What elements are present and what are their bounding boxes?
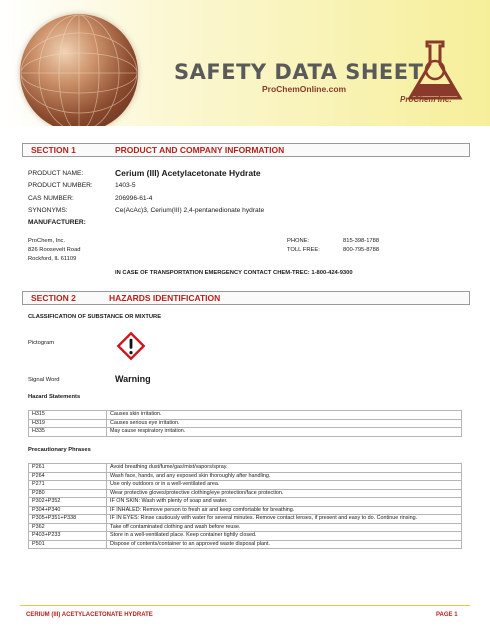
phone-number: 815-398-1788 <box>343 238 380 244</box>
section1-header <box>22 143 470 157</box>
emergency-contact: IN CASE OF TRANSPORTATION EMERGENCY CONTACT CHEM-TREC: 1-800-424-9300 <box>115 270 353 276</box>
precaution-text: Avoid breathing dust/fume/gas/mist/vapors/spray. <box>107 464 462 473</box>
precaution-text: Dispose of contents/container to an approved waste disposal plant. <box>107 540 462 549</box>
precaution-code: P501 <box>29 540 107 549</box>
table-row <box>29 428 462 437</box>
precaution-code: P271 <box>29 481 107 490</box>
tollfree-number: 800-795-8788 <box>343 247 380 253</box>
table-row <box>29 523 462 532</box>
footer-product-name: CERIUM (III) ACETYLACETONATE HYDRATE <box>26 612 153 618</box>
hazard-code: H319 <box>29 419 107 428</box>
hazard-statements-heading: Hazard Statements <box>28 394 81 400</box>
synonyms: Ce(AcAc)3, Cerium(III) 2,4-pentanedionate hydrate <box>115 207 265 214</box>
manufacturer-label: MANUFACTURER: <box>28 219 86 226</box>
table-row <box>29 498 462 507</box>
banner-title: SAFETY DATA SHEET <box>174 60 424 84</box>
address-line2: Rockford, IL 61109 <box>28 256 77 262</box>
signal-word: Warning <box>115 374 151 384</box>
product-name: Cerium (III) Acetylacetonate Hydrate <box>115 168 261 178</box>
table-row <box>29 481 462 490</box>
signal-word-label: Signal Word <box>28 377 60 383</box>
section2-title: HAZARDS IDENTIFICATION <box>109 293 221 303</box>
banner-url: ProChemOnline.com <box>262 84 347 94</box>
phone-label: PHONE: <box>287 238 310 244</box>
table-row <box>29 411 462 420</box>
periodic-globe-image <box>20 14 138 126</box>
synonyms-label: SYNONYMS: <box>28 207 68 214</box>
header-banner <box>0 0 490 126</box>
cas-number: 206996-61-4 <box>115 195 153 202</box>
precaution-text: Wear protective gloves/protective clothing/eye protection/face protection. <box>107 489 462 498</box>
precaution-text: Store in a well-ventilated place. Keep container tightly closed. <box>107 532 462 541</box>
precaution-text: IF ON SKIN: Wash with plenty of soap and water. <box>107 498 462 507</box>
hazard-code: H315 <box>29 411 107 420</box>
hazard-table <box>28 410 462 437</box>
precaution-text: Wash face, hands, and any exposed skin thoroughly after handling. <box>107 472 462 481</box>
precaution-text: Take off contaminated clothing and wash before reuse. <box>107 523 462 532</box>
precaution-text: IF IN EYES: Rinse cautiously with water for several minutes. Remove contact lenses, if present and easy to do. Continue rinsing. <box>107 515 462 524</box>
precaution-code: P302+P352 <box>29 498 107 507</box>
hazard-text: May cause respiratory irritation. <box>107 428 462 437</box>
precaution-code: P403+P233 <box>29 532 107 541</box>
company-name: ProChem, Inc. <box>28 238 66 244</box>
table-row <box>29 472 462 481</box>
section2-header <box>22 291 470 305</box>
section2-number: SECTION 2 <box>31 293 76 303</box>
footer-divider <box>20 605 470 606</box>
precaution-code: P261 <box>29 464 107 473</box>
footer-page-number: PAGE 1 <box>436 612 458 618</box>
table-row <box>29 515 462 524</box>
table-row <box>29 532 462 541</box>
address-line1: 826 Roosevelt Road <box>28 247 81 253</box>
table-row <box>29 489 462 498</box>
product-number: 1403-5 <box>115 182 136 189</box>
exclamation-pictogram-icon <box>115 330 147 362</box>
cas-label: CAS NUMBER: <box>28 195 74 202</box>
precaution-code: P362 <box>29 523 107 532</box>
hazard-text: Causes skin irritation. <box>107 411 462 420</box>
hazard-code: H335 <box>29 428 107 437</box>
section1-number: SECTION 1 <box>31 145 76 155</box>
product-name-label: PRODUCT NAME: <box>28 170 84 177</box>
precaution-text: Use only outdoors or in a well-ventilated area. <box>107 481 462 490</box>
precaution-code: P264 <box>29 472 107 481</box>
precaution-code: P305+P351+P338 <box>29 515 107 524</box>
product-number-label: PRODUCT NUMBER: <box>28 182 93 189</box>
precaution-text: IF INHALED: Remove person to fresh air and keep comfortable for breathing. <box>107 506 462 515</box>
table-row <box>29 506 462 515</box>
brand-name: ProChem inc. <box>400 95 452 104</box>
precaution-code: P304+P340 <box>29 506 107 515</box>
precautionary-phrases-heading: Precautionary Phrases <box>28 447 91 453</box>
table-row <box>29 419 462 428</box>
pictogram-label: Pictogram <box>28 340 55 346</box>
classification-heading: CLASSIFICATION OF SUBSTANCE OR MIXTURE <box>28 314 162 320</box>
precaution-code: P280 <box>29 489 107 498</box>
section1-title: PRODUCT AND COMPANY INFORMATION <box>115 145 285 155</box>
table-row <box>29 464 462 473</box>
hazard-text: Causes serious eye irritation. <box>107 419 462 428</box>
precaution-table <box>28 463 462 549</box>
table-row <box>29 540 462 549</box>
tollfree-label: TOLL FREE: <box>287 247 320 253</box>
